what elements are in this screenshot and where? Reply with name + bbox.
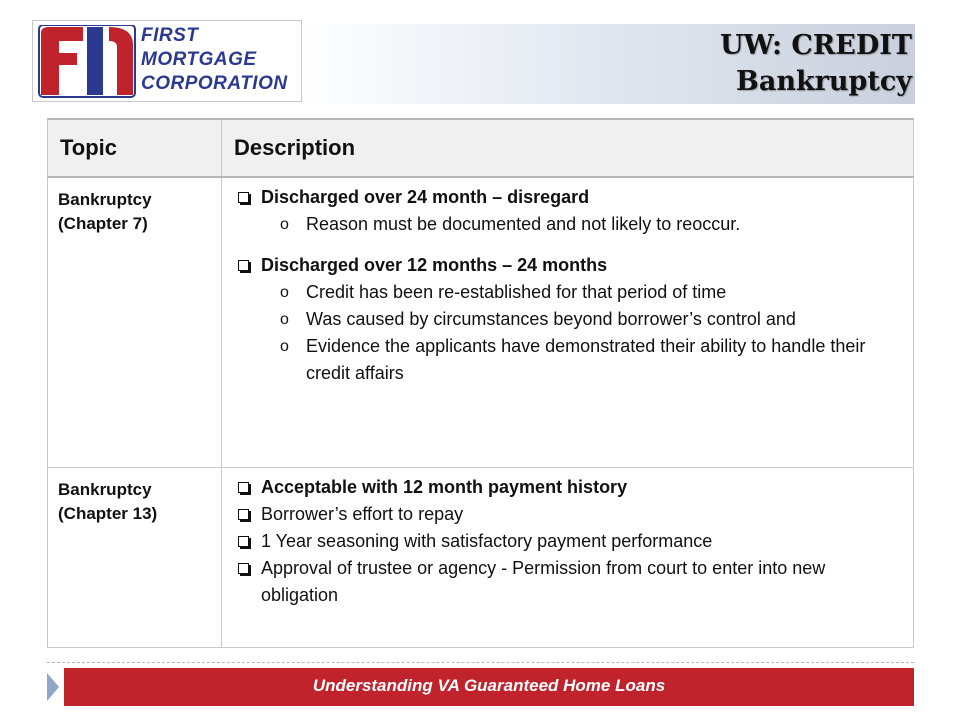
description-cell: [222, 467, 914, 648]
checkbox-bullet-icon: [238, 509, 249, 520]
circle-bullet-icon: o: [280, 311, 289, 328]
table-row: [48, 467, 914, 648]
table-row: [48, 177, 914, 467]
topic-line: (Chapter 7): [58, 214, 148, 233]
topic-line: Bankruptcy: [58, 190, 152, 209]
header-description: Description: [222, 119, 914, 177]
bullet-text: Discharged over 24 month – disregard: [261, 187, 590, 207]
logo-mark-icon: [37, 25, 137, 99]
description-cell: [222, 177, 914, 467]
bankruptcy-table: [47, 118, 914, 648]
logo-wordmark: [141, 24, 301, 96]
logo-line-first: FIRST: [141, 25, 199, 46]
topic-cell: [48, 177, 222, 467]
circle-bullet-icon: o: [280, 338, 289, 355]
logo-line-corporation: CORPORATION: [141, 73, 288, 94]
sub-bullet-text: Reason must be documented and not likely to reoccur.: [306, 214, 741, 234]
list-item: [236, 528, 903, 555]
footer-divider: [47, 662, 914, 663]
bullet-text: 1 Year seasoning with satisfactory payment performance: [261, 530, 713, 551]
circle-bullet-icon: o: [280, 284, 289, 301]
list-item: [236, 555, 903, 609]
bullet-text: Discharged over 12 months – 24 months: [261, 255, 608, 275]
company-logo: [32, 20, 302, 102]
title-line-2: Bankruptcy: [736, 66, 912, 97]
checkbox-bullet-icon: [238, 192, 249, 203]
sub-bullet-text: Credit has been re-established for that period of time: [306, 282, 727, 302]
chevron-right-icon: [46, 672, 60, 702]
sub-bullet-text: Was caused by circumstances beyond borrower’s control and: [306, 309, 796, 329]
sub-list-item: [280, 306, 903, 333]
checkbox-bullet-icon: [238, 482, 249, 493]
topic-line: (Chapter 13): [58, 503, 158, 523]
topic-line: Bankruptcy: [58, 479, 152, 499]
bullet-text: Borrower’s effort to repay: [261, 503, 464, 524]
checkbox-bullet-icon: [238, 536, 249, 547]
list-item: [236, 184, 903, 211]
list-item: [236, 501, 903, 528]
title-line-1: UW: CREDIT: [719, 30, 912, 61]
footer-banner: Understanding VA Guaranteed Home Loans: [64, 668, 914, 706]
topic-cell: [48, 467, 222, 648]
header-topic: Topic: [48, 119, 222, 177]
sub-list-item: [280, 333, 903, 387]
bullet-text: Approval of trustee or agency - Permission from court to enter into new obligation: [261, 557, 826, 605]
logo-line-mortgage: MORTGAGE: [141, 49, 257, 70]
circle-bullet-icon: o: [280, 216, 289, 233]
slide-title: [720, 28, 912, 100]
sub-bullet-text: Evidence the applicants have demonstrated their ability to handle their credit affairs: [306, 336, 866, 383]
sub-list-item: [280, 279, 903, 306]
checkbox-bullet-icon: [238, 563, 249, 574]
bullet-text: Acceptable with 12 month payment history: [261, 476, 628, 497]
checkbox-bullet-icon: [238, 260, 249, 271]
list-item: [236, 252, 903, 279]
sub-list-item: [280, 211, 903, 238]
table-header-row: [48, 119, 914, 177]
list-item: [236, 474, 903, 501]
